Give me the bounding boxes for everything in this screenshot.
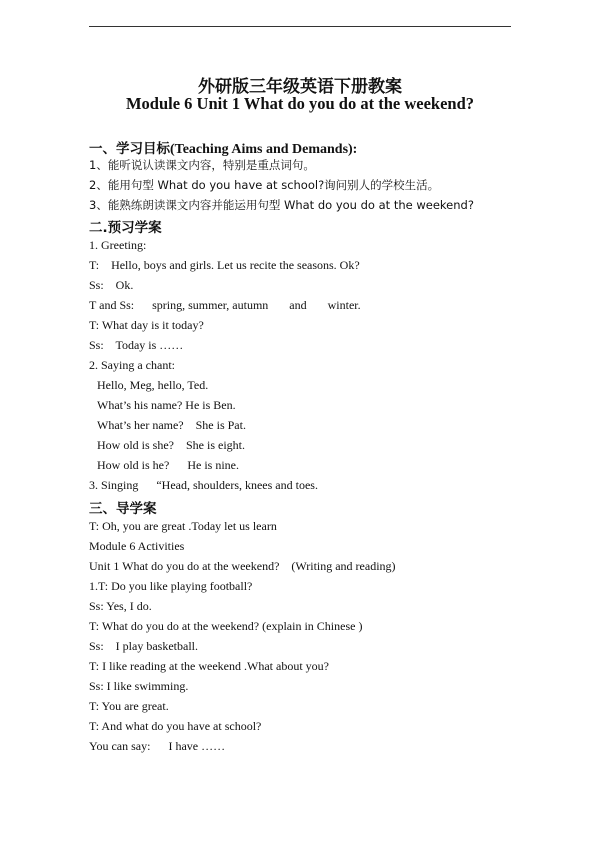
header-rule: [89, 26, 511, 27]
text-line: T: What day is it today?: [89, 318, 204, 332]
aim-item: 3、能熟练朗读课文内容并能运用句型 What do you do at the weekend?: [89, 198, 474, 212]
text-line: T and Ss: spring, summer, autumn and winter.: [89, 298, 361, 312]
document-title-chinese: 外研版三年级英语下册教案: [198, 77, 402, 97]
text-line: T: Hello, boys and girls. Let us recite the seasons. Ok?: [89, 258, 360, 272]
chant-line: Hello, Meg, hello, Ted.: [97, 378, 209, 392]
section-heading-aims: [89, 137, 357, 158]
chant-line: What’s his name? He is Ben.: [97, 398, 236, 412]
text-line: 1.T: Do you like playing football?: [89, 579, 253, 593]
text-line: Ss: I like swimming.: [89, 679, 189, 693]
text-line: T: Oh, you are great .Today let us learn: [89, 519, 277, 533]
text-line: You can say: I have ……: [89, 739, 226, 753]
text-line: Ss: Ok.: [89, 278, 134, 292]
text-line: 3. Singing “Head, shoulders, knees and toes.: [89, 478, 318, 492]
text-line: 1. Greeting:: [89, 238, 147, 252]
text-line: Ss: Yes, I do.: [89, 599, 152, 613]
chant-line: What’s her name? She is Pat.: [97, 418, 246, 432]
text-line: T: What do you do at the weekend? (explain in Chinese ): [89, 619, 363, 633]
chant-line: How old is he? He is nine.: [97, 458, 239, 472]
text-line: T: And what do you have at school?: [89, 719, 262, 733]
chant-line: How old is she? She is eight.: [97, 438, 245, 452]
text-line: Ss: Today is ……: [89, 338, 184, 352]
text-line: Unit 1 What do you do at the weekend? (Writing and reading): [89, 559, 396, 573]
text-line: T: You are great.: [89, 699, 169, 713]
section-heading-aims-cn: 一、学习目标: [89, 141, 170, 157]
section-heading-preview: 二.预习学案: [89, 220, 162, 236]
aim-item: 1、能听说认读课文内容，特别是重点词句。: [89, 158, 315, 172]
aim-item: 2、能用句型 What do you have at school?询问别人的学校生活。: [89, 178, 440, 192]
text-line: Module 6 Activities: [89, 539, 185, 553]
section-heading-aims-en: (Teaching Aims and Demands):: [170, 142, 358, 157]
text-line: 2. Saying a chant:: [89, 358, 175, 372]
section-heading-guide: 三、导学案: [89, 501, 157, 517]
text-line: Ss: I play basketball.: [89, 639, 198, 653]
text-line: T: I like reading at the weekend .What about you?: [89, 659, 329, 673]
document-title-english: Module 6 Unit 1 What do you do at the weekend?: [125, 94, 475, 113]
